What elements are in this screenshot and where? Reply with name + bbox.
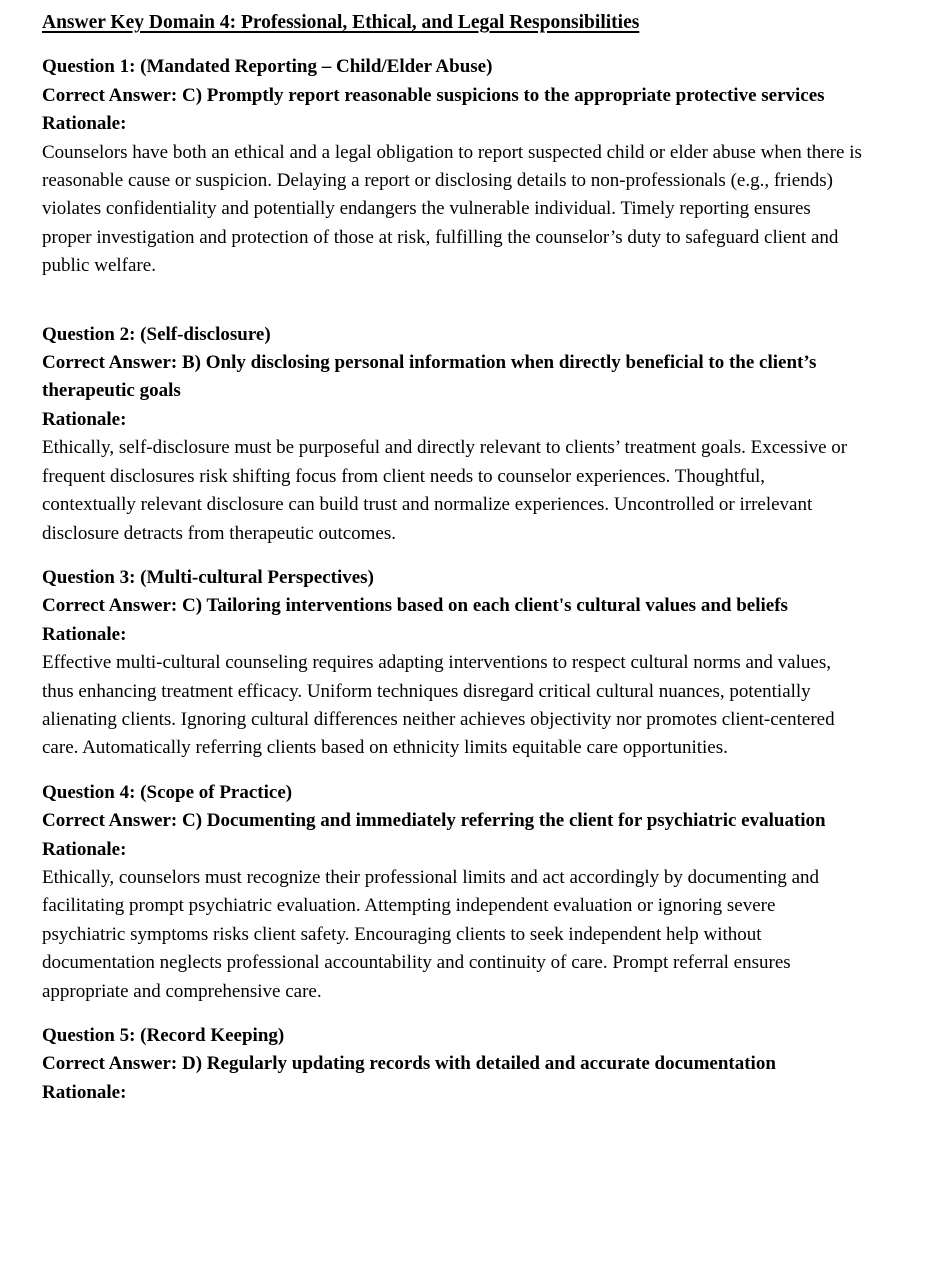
question-block-3: [42, 564, 862, 763]
correct-answer: Correct Answer: B) Only disclosing personal information when directly beneficial to the client’s therapeutic goals: [42, 352, 817, 402]
question-heading: Question 2: (Self-disclosure): [42, 323, 271, 345]
question-block-2: [42, 321, 862, 548]
question-heading: Question 1: (Mandated Reporting – Child/Elder Abuse): [42, 56, 493, 78]
rationale-text: Ethically, self-disclosure must be purposeful and directly relevant to clients’ treatment goals. Excessive or frequent disclosures risk shifting focus from client needs to counselor experiences. Thoughtful, contextually relevant disclosure can build trust and normalize experiences. Uncontrolled or irrelevant disclosure detracts from therapeutic outcomes.: [42, 437, 848, 544]
question-heading: Question 3: (Multi-cultural Perspectives): [42, 566, 374, 588]
rationale-label: Rationale:: [42, 838, 127, 860]
question-heading: Question 4: (Scope of Practice): [42, 781, 293, 803]
correct-answer: Correct Answer: C) Tailoring interventions based on each client's cultural values and beliefs: [42, 595, 788, 617]
correct-answer: Correct Answer: C) Documenting and immediately referring the client for psychiatric evaluation: [42, 810, 826, 832]
question-heading: Question 5: (Record Keeping): [42, 1025, 285, 1046]
rationale-label: Rationale:: [42, 408, 127, 430]
question-block-1: [42, 53, 862, 280]
document-title: Answer Key Domain 4: Professional, Ethical, and Legal Responsibilities: [42, 12, 640, 33]
rationale-text: Effective multi-cultural counseling requires adapting interventions to respect cultural norms and values, thus enhancing treatment efficacy. Uniform techniques disregard critical cultural nuances, potentially alienating clients. Ignoring cultural differences neither achieves objectivity nor promotes client-centered care. Automatically referring clients based on ethnicity limits equitable care opportunities.: [42, 652, 835, 759]
rationale-label: Rationale:: [42, 113, 127, 135]
question-block-4: [42, 779, 862, 1006]
rationale-label: Rationale:: [42, 623, 127, 645]
correct-answer: Correct Answer: D) Regularly updating records with detailed and accurate documentation: [42, 1053, 776, 1075]
rationale-label: Rationale:: [42, 1081, 127, 1103]
rationale-text: Counselors have both an ethical and a legal obligation to report suspected child or elder abuse when there is reasonable cause or suspicion. Delaying a report or disclosing details to non-professionals (e.g., friends) violates confidentiality and potentially endangers the vulnerable individual. Timely reporting ensures proper investigation and protection of those at risk, fulfilling the counselor’s duty to safeguard client and public welfare.: [42, 141, 862, 277]
question-block-5: [42, 1022, 862, 1107]
correct-answer: Correct Answer: C) Promptly report reasonable suspicions to the appropriate protective services: [42, 84, 825, 106]
rationale-text: Ethically, counselors must recognize their professional limits and act accordingly by documenting and facilitating prompt psychiatric evaluation. Attempting independent evaluation or ignoring severe psychiatric symptoms risks client safety. Encouraging clients to seek independent help without documentation neglects professional accountability and continuity of care. Prompt referral ensures appropriate and comprehensive care.: [42, 866, 820, 1002]
